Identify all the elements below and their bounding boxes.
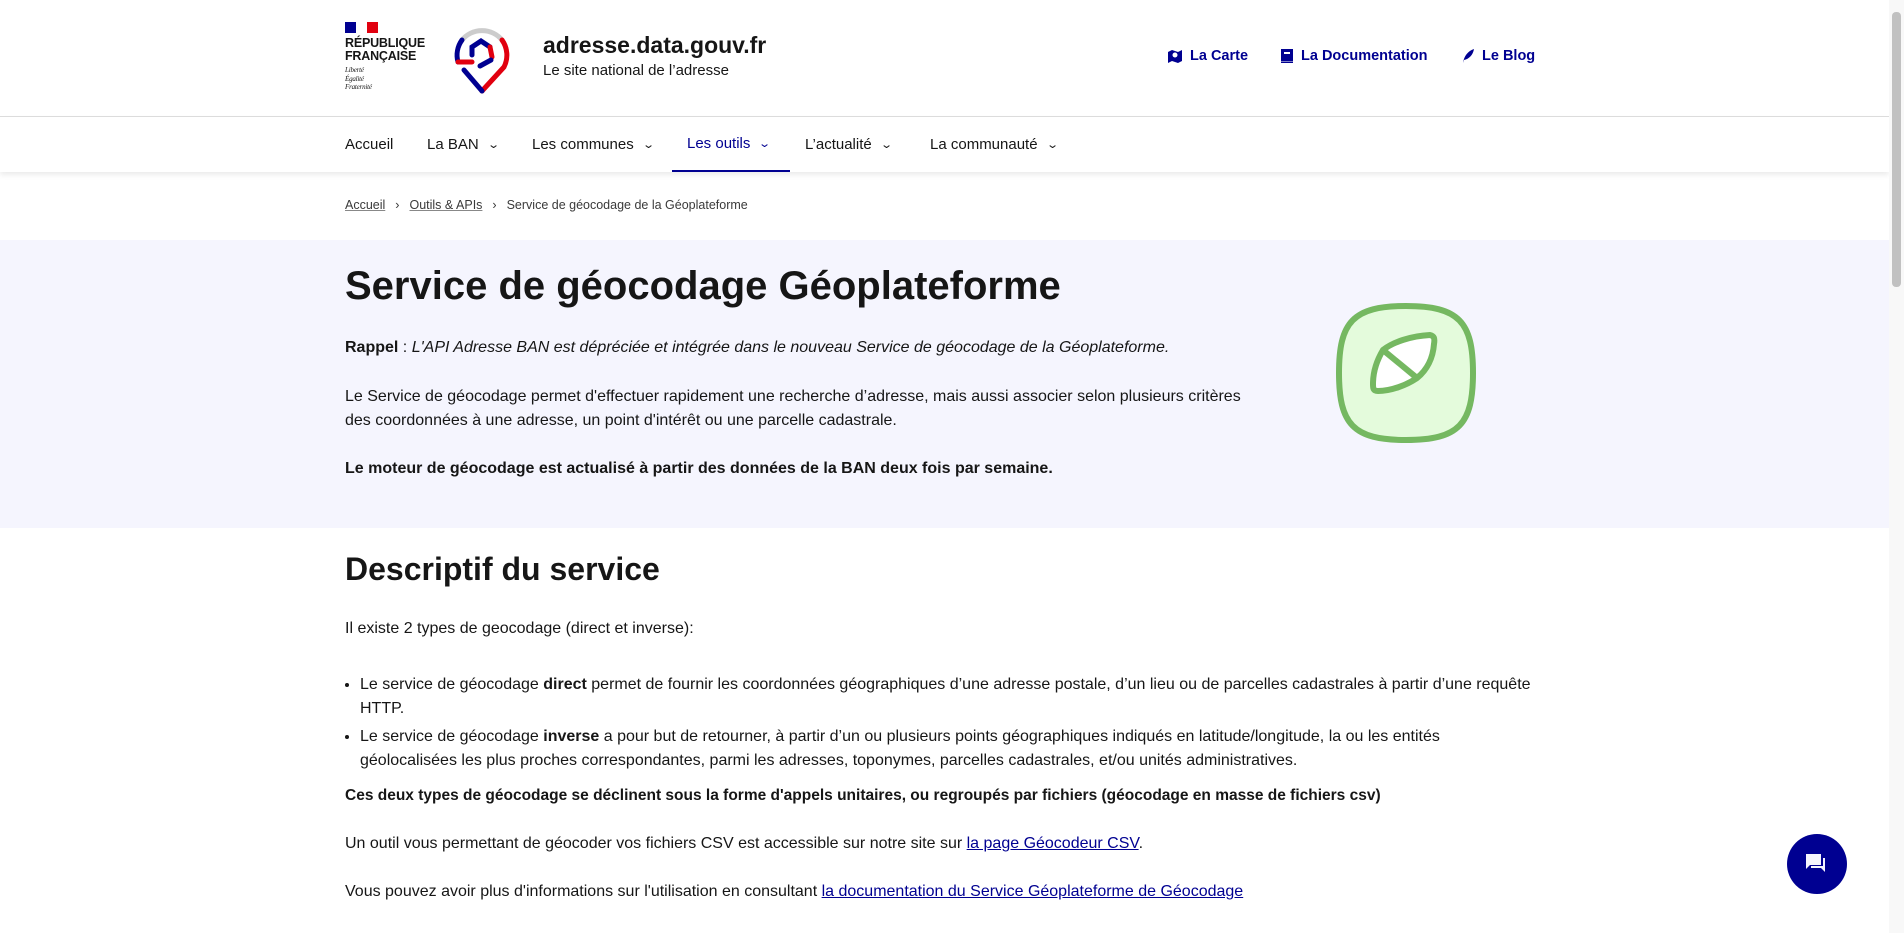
rappel-body: L'API Adresse BAN est dépréciée et intégrée dans le nouveau Service de géocodage de la Géoplateforme. [411, 339, 1170, 356]
nav-label: Accueil [345, 136, 394, 153]
la-documentation-label: La Documentation [1301, 48, 1428, 64]
la-carte-link[interactable] [1168, 48, 1248, 64]
le-blog-link[interactable] [1462, 48, 1535, 64]
chat-button[interactable] [1787, 834, 1847, 894]
bold-text: inverse [543, 728, 600, 745]
motto-3: Fraternité [345, 83, 372, 91]
doc-paragraph [345, 880, 1545, 904]
geocodeur-csv-link[interactable]: la page Géocodeur CSV [966, 835, 1139, 852]
chevron-right-icon: › [395, 198, 400, 212]
nav-label: La communauté [930, 136, 1038, 153]
site-title[interactable]: adresse.data.gouv.fr [543, 32, 767, 58]
nav-item-les-communes[interactable] [532, 117, 653, 172]
geocoding-types-list [360, 673, 1540, 777]
text: Un outil vous permettant de géocoder vos fichiers CSV est accessible sur notre site sur [345, 835, 967, 852]
chevron-down-icon: ⌄ [486, 139, 500, 151]
la-documentation-link[interactable] [1281, 48, 1427, 64]
rappel-text: Rappel : L'API Adresse BAN est dépréciée et intégrée dans le nouveau Service de géocodage de la Géoplateforme. [345, 339, 1170, 356]
update-note: Le moteur de géocodage est actualisé à partir des données de la BAN deux fois par semaine. [345, 460, 1053, 477]
main-navigation [0, 117, 1889, 172]
geoplateforme-doc-link[interactable]: la documentation du Service Géoplateforme de Géocodage [821, 883, 1244, 900]
page-title: Service de géocodage Géoplateforme [345, 264, 1061, 308]
breadcrumb-outils-apis[interactable]: Outils & APIs [409, 198, 483, 212]
motto-2: Égalité [345, 74, 364, 83]
chevron-down-icon: ⌄ [758, 138, 772, 150]
scrollbar-thumb[interactable] [1892, 12, 1901, 287]
flag-icon [345, 22, 378, 33]
logo-line1: RÉPUBLIQUE [345, 36, 425, 50]
nav-label: L’actualité [805, 136, 872, 153]
text: Le service de géocodage [360, 728, 544, 745]
chevron-down-icon: ⌄ [879, 139, 893, 151]
text: . [1138, 835, 1144, 852]
chevron-right-icon: › [492, 198, 497, 212]
section-title: Descriptif du service [345, 551, 660, 587]
text: Vous pouvez avoir plus d'informations sur l'utilisation en consultant [345, 883, 822, 900]
breadcrumb [345, 198, 748, 212]
site-subtitle: Le site national de l’adresse [543, 62, 729, 79]
nav-label: La BAN [427, 136, 479, 153]
bold-note: Ces deux types de géocodage se déclinent sous la forme d'appels unitaires, ou regroupés par fichiers (géocodage en masse de fichiers csv) [345, 787, 1381, 804]
chat-icon [1806, 854, 1828, 874]
map-pin-icon [1168, 49, 1182, 63]
logo-line2: FRANÇAISE [345, 49, 417, 63]
nav-item-la-ban[interactable] [427, 117, 498, 172]
republique-francaise-logo[interactable] [345, 22, 425, 92]
list-item [360, 673, 1540, 721]
nav-label: Les outils [687, 135, 751, 152]
motto-1: Liberté [345, 66, 364, 74]
bold-text: direct [543, 676, 587, 693]
csv-paragraph [345, 832, 1545, 856]
nav-item-actualite[interactable] [805, 117, 891, 172]
rappel-label: Rappel [345, 339, 399, 356]
site-header [0, 0, 1889, 117]
text: a pour but de retourner, à partir d’un ou plusieurs points géographiques indiqués en latitude/longitude, la ou les entités géolocalisées les plus proches correspondantes, parmi les adresses, toponymes, parcelles cadastrales, et/ou unités administratives. [360, 728, 1440, 769]
list-item [360, 725, 1540, 773]
breadcrumb-current: Service de géocodage de la Géoplateforme [506, 198, 748, 212]
nav-label: Les communes [532, 136, 634, 153]
la-carte-label: La Carte [1190, 48, 1249, 64]
nav-item-accueil[interactable] [345, 117, 393, 172]
breadcrumb-accueil[interactable]: Accueil [345, 198, 386, 212]
quill-icon [1462, 49, 1474, 63]
chevron-down-icon: ⌄ [641, 139, 655, 151]
section-intro: Il existe 2 types de geocodage (direct et inverse): [345, 620, 694, 637]
book-icon [1281, 49, 1293, 63]
hero-intro: Le Service de géocodage permet d'effectuer rapidement une recherche d’adresse, mais aussi associer selon plusieurs critères des coordonnées à une adresse, un point d'intérêt ou une parcelle cadastrale. [345, 388, 1241, 429]
text: permet de fournir les coordonnées géographiques d’une adresse postale, d’un lieu ou de parcelles cadastrales à partir d’une requête HTTP. [360, 676, 1531, 717]
adresse-pin-logo-icon[interactable] [452, 22, 512, 94]
logo-motto [345, 66, 425, 92]
geocoding-illustration-icon [1331, 298, 1481, 448]
chevron-down-icon: ⌄ [1045, 139, 1059, 151]
nav-item-les-outils[interactable] [672, 117, 790, 172]
le-blog-label: Le Blog [1482, 48, 1536, 64]
text: Le service de géocodage [360, 676, 544, 693]
nav-item-communaute[interactable] [930, 117, 1057, 172]
